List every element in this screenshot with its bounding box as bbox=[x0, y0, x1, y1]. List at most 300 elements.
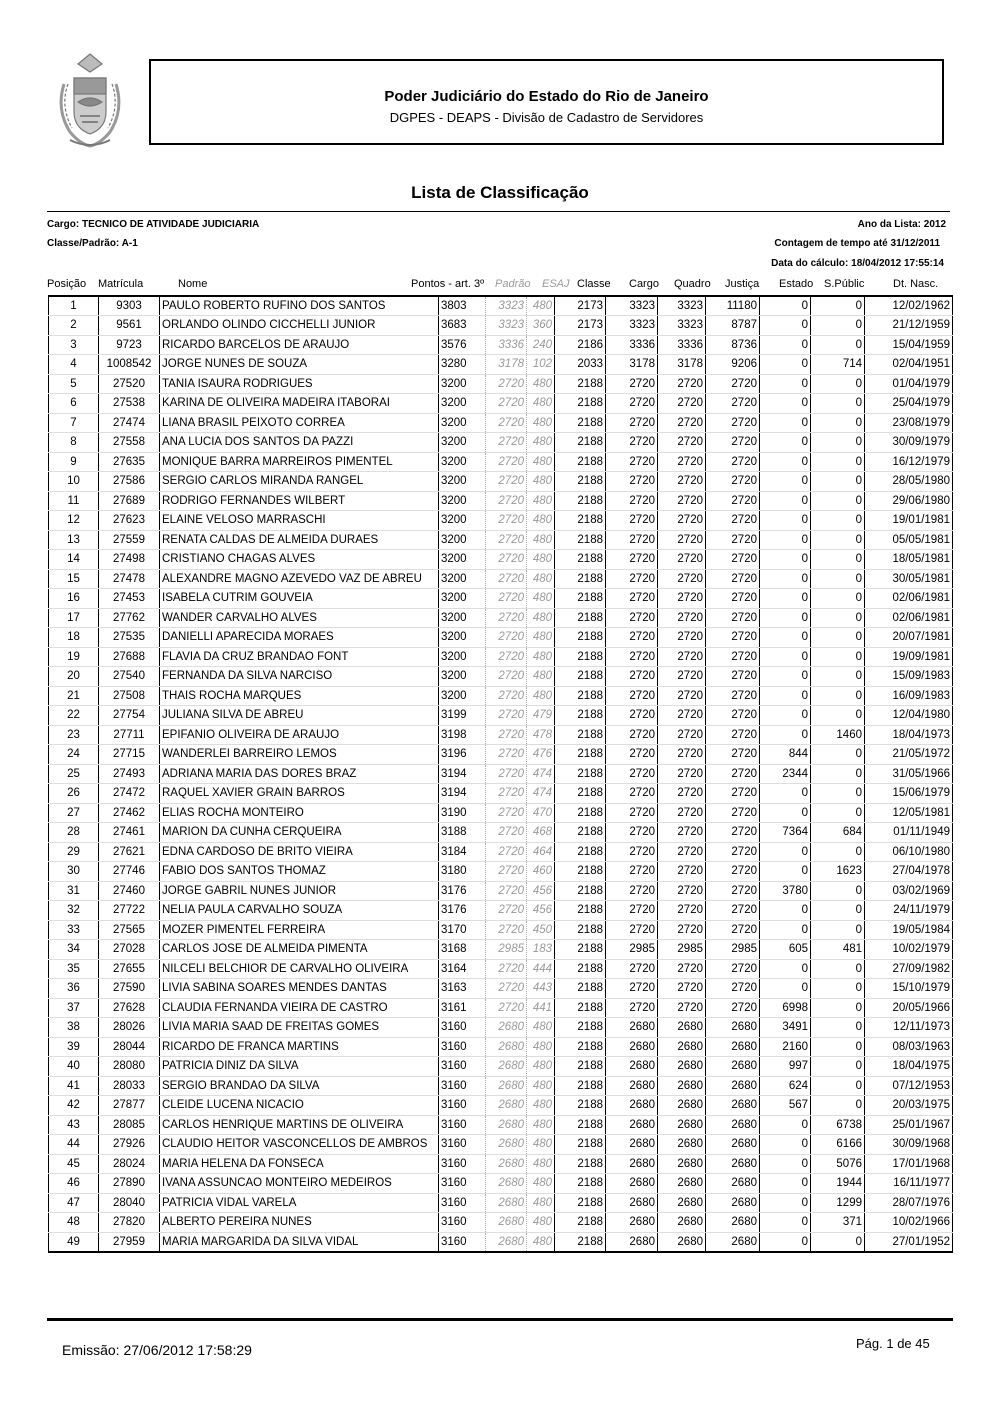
cell-spublic: 0 bbox=[811, 881, 865, 901]
cell-nome: CARLOS JOSE DE ALMEIDA PIMENTA bbox=[160, 940, 439, 960]
cell-posicao: 20 bbox=[49, 667, 99, 687]
cell-justica: 2720 bbox=[706, 394, 760, 414]
cell-pontos: 3576 bbox=[439, 335, 486, 355]
cell-esaj: 474 bbox=[527, 764, 555, 784]
cell-estado: 0 bbox=[760, 530, 811, 550]
cell-matricula: 27520 bbox=[99, 374, 160, 394]
cell-nome: RICARDO BARCELOS DE ARAUJO bbox=[160, 335, 439, 355]
cell-spublic: 0 bbox=[811, 706, 865, 726]
cell-estado: 997 bbox=[760, 1057, 811, 1077]
cell-posicao: 11 bbox=[49, 491, 99, 511]
cell-quadro: 2720 bbox=[658, 413, 706, 433]
cell-spublic: 0 bbox=[811, 1037, 865, 1057]
cell-dtnasc: 20/05/1966 bbox=[865, 998, 953, 1018]
table-row bbox=[49, 374, 953, 394]
cell-nome: IVANA ASSUNCAO MONTEIRO MEDEIROS bbox=[160, 1174, 439, 1194]
cell-matricula: 27535 bbox=[99, 628, 160, 648]
cell-pontos: 3200 bbox=[439, 628, 486, 648]
cell-pontos: 3199 bbox=[439, 706, 486, 726]
cell-nome: ELAINE VELOSO MARRASCHI bbox=[160, 511, 439, 531]
cell-esaj: 480 bbox=[527, 608, 555, 628]
cell-quadro: 2720 bbox=[658, 881, 706, 901]
cell-esaj: 480 bbox=[527, 1193, 555, 1213]
cell-justica: 2720 bbox=[706, 725, 760, 745]
cell-dtnasc: 19/01/1981 bbox=[865, 511, 953, 531]
col-classe: Classe bbox=[577, 278, 611, 290]
cell-estado: 0 bbox=[760, 589, 811, 609]
cell-spublic: 0 bbox=[811, 979, 865, 999]
cell-nome: ELIAS ROCHA MONTEIRO bbox=[160, 803, 439, 823]
table-row bbox=[49, 803, 953, 823]
cell-padrao: 2720 bbox=[486, 920, 527, 940]
col-posicao: Posição bbox=[47, 278, 87, 290]
cell-cargo: 2680 bbox=[606, 1154, 658, 1174]
cell-padrao: 2720 bbox=[486, 803, 527, 823]
table-row bbox=[49, 1115, 953, 1135]
cell-estado: 0 bbox=[760, 413, 811, 433]
footer-divider bbox=[47, 1318, 953, 1321]
cell-padrao: 2680 bbox=[486, 1018, 527, 1038]
cell-padrao: 2720 bbox=[486, 472, 527, 492]
cell-cargo: 2720 bbox=[606, 725, 658, 745]
table-row bbox=[49, 589, 953, 609]
cell-posicao: 9 bbox=[49, 452, 99, 472]
table-row bbox=[49, 667, 953, 687]
cell-quadro: 2680 bbox=[658, 1135, 706, 1155]
cell-classe: 2188 bbox=[555, 1076, 606, 1096]
cell-nome: LIANA BRASIL PEIXOTO CORREA bbox=[160, 413, 439, 433]
cell-esaj: 476 bbox=[527, 745, 555, 765]
cell-pontos: 3160 bbox=[439, 1193, 486, 1213]
cell-padrao: 2720 bbox=[486, 862, 527, 882]
table-row bbox=[49, 394, 953, 414]
cell-classe: 2188 bbox=[555, 550, 606, 570]
col-dtnasc: Dt. Nasc. bbox=[893, 278, 939, 290]
cell-spublic: 1460 bbox=[811, 725, 865, 745]
cell-matricula: 27746 bbox=[99, 862, 160, 882]
cell-matricula: 27655 bbox=[99, 959, 160, 979]
cell-classe: 2188 bbox=[555, 979, 606, 999]
cell-quadro: 2720 bbox=[658, 628, 706, 648]
cell-cargo: 2985 bbox=[606, 940, 658, 960]
cell-pontos: 3160 bbox=[439, 1037, 486, 1057]
cell-esaj: 478 bbox=[527, 725, 555, 745]
cell-cargo: 2680 bbox=[606, 1076, 658, 1096]
page-title: Lista de Classificação bbox=[411, 183, 589, 202]
cell-cargo: 2680 bbox=[606, 1232, 658, 1252]
cell-justica: 2985 bbox=[706, 940, 760, 960]
cell-dtnasc: 12/02/1962 bbox=[865, 296, 953, 316]
col-cargo: Cargo bbox=[629, 278, 659, 290]
page-number: Pág. 1 de 45 bbox=[856, 1336, 930, 1351]
cell-matricula: 27628 bbox=[99, 998, 160, 1018]
cell-dtnasc: 20/07/1981 bbox=[865, 628, 953, 648]
cell-matricula: 1008542 bbox=[99, 355, 160, 375]
cell-classe: 2188 bbox=[555, 901, 606, 921]
cell-posicao: 45 bbox=[49, 1154, 99, 1174]
cell-classe: 2188 bbox=[555, 413, 606, 433]
cell-esaj: 480 bbox=[527, 296, 555, 316]
cell-spublic: 0 bbox=[811, 998, 865, 1018]
cell-classe: 2188 bbox=[555, 784, 606, 804]
cell-quadro: 2720 bbox=[658, 979, 706, 999]
cell-spublic: 0 bbox=[811, 491, 865, 511]
cell-pontos: 3200 bbox=[439, 394, 486, 414]
cell-classe: 2188 bbox=[555, 394, 606, 414]
cell-nome: JORGE NUNES DE SOUZA bbox=[160, 355, 439, 375]
cell-quadro: 2720 bbox=[658, 452, 706, 472]
data-calculo-label: Data do cálculo: 18/04/2012 17:55:14 bbox=[771, 258, 944, 269]
table-row bbox=[49, 998, 953, 1018]
cell-posicao: 10 bbox=[49, 472, 99, 492]
cell-estado: 0 bbox=[760, 550, 811, 570]
table-row bbox=[49, 940, 953, 960]
cell-matricula: 27453 bbox=[99, 589, 160, 609]
cell-justica: 2680 bbox=[706, 1232, 760, 1252]
cell-matricula: 27558 bbox=[99, 433, 160, 453]
cell-justica: 2680 bbox=[706, 1076, 760, 1096]
cell-quadro: 2680 bbox=[658, 1057, 706, 1077]
cell-nome: NILCELI BELCHIOR DE CARVALHO OLIVEIRA bbox=[160, 959, 439, 979]
cell-posicao: 36 bbox=[49, 979, 99, 999]
table-row bbox=[49, 550, 953, 570]
cell-posicao: 1 bbox=[49, 296, 99, 316]
cell-estado: 0 bbox=[760, 686, 811, 706]
cell-dtnasc: 02/06/1981 bbox=[865, 589, 953, 609]
cell-cargo: 2720 bbox=[606, 764, 658, 784]
cell-padrao: 2720 bbox=[486, 686, 527, 706]
cell-padrao: 2680 bbox=[486, 1057, 527, 1077]
cell-dtnasc: 18/04/1975 bbox=[865, 1057, 953, 1077]
cell-quadro: 2680 bbox=[658, 1096, 706, 1116]
cell-spublic: 0 bbox=[811, 511, 865, 531]
cell-dtnasc: 15/06/1979 bbox=[865, 784, 953, 804]
cell-cargo: 2720 bbox=[606, 569, 658, 589]
cell-matricula: 28044 bbox=[99, 1037, 160, 1057]
cell-estado: 0 bbox=[760, 316, 811, 336]
cell-nome: KARINA DE OLIVEIRA MADEIRA ITABORAI bbox=[160, 394, 439, 414]
cell-padrao: 2720 bbox=[486, 452, 527, 472]
cell-spublic: 0 bbox=[811, 589, 865, 609]
table-row bbox=[49, 316, 953, 336]
cell-estado: 3491 bbox=[760, 1018, 811, 1038]
cell-spublic: 0 bbox=[811, 1096, 865, 1116]
cell-classe: 2188 bbox=[555, 1018, 606, 1038]
cell-quadro: 3323 bbox=[658, 296, 706, 316]
cell-cargo: 2680 bbox=[606, 1213, 658, 1233]
classification-table bbox=[48, 295, 953, 1253]
cell-estado: 0 bbox=[760, 433, 811, 453]
table-row bbox=[49, 647, 953, 667]
cell-esaj: 441 bbox=[527, 998, 555, 1018]
cell-classe: 2188 bbox=[555, 1057, 606, 1077]
cell-classe: 2188 bbox=[555, 959, 606, 979]
cell-pontos: 3200 bbox=[439, 374, 486, 394]
cell-esaj: 480 bbox=[527, 1154, 555, 1174]
table-row bbox=[49, 1232, 953, 1252]
cell-esaj: 444 bbox=[527, 959, 555, 979]
cell-padrao: 2720 bbox=[486, 647, 527, 667]
cell-justica: 2680 bbox=[706, 1154, 760, 1174]
cell-cargo: 2680 bbox=[606, 1018, 658, 1038]
cell-dtnasc: 27/01/1952 bbox=[865, 1232, 953, 1252]
cell-estado: 6998 bbox=[760, 998, 811, 1018]
cell-quadro: 2720 bbox=[658, 784, 706, 804]
cell-justica: 2720 bbox=[706, 803, 760, 823]
cell-classe: 2188 bbox=[555, 1037, 606, 1057]
cell-classe: 2188 bbox=[555, 628, 606, 648]
table-row bbox=[49, 1135, 953, 1155]
cell-matricula: 27926 bbox=[99, 1135, 160, 1155]
cell-estado: 0 bbox=[760, 1174, 811, 1194]
cell-dtnasc: 18/05/1981 bbox=[865, 550, 953, 570]
cell-esaj: 480 bbox=[527, 452, 555, 472]
cell-esaj: 480 bbox=[527, 472, 555, 492]
cell-quadro: 2720 bbox=[658, 550, 706, 570]
cell-classe: 2188 bbox=[555, 764, 606, 784]
cell-pontos: 3200 bbox=[439, 569, 486, 589]
cell-esaj: 480 bbox=[527, 511, 555, 531]
cell-classe: 2188 bbox=[555, 608, 606, 628]
cell-nome: ADRIANA MARIA DAS DORES BRAZ bbox=[160, 764, 439, 784]
cell-spublic: 0 bbox=[811, 803, 865, 823]
cell-esaj: 480 bbox=[527, 413, 555, 433]
cell-padrao: 2720 bbox=[486, 667, 527, 687]
cell-posicao: 7 bbox=[49, 413, 99, 433]
cell-spublic: 0 bbox=[811, 530, 865, 550]
cell-padrao: 2680 bbox=[486, 1213, 527, 1233]
cell-justica: 2720 bbox=[706, 686, 760, 706]
cell-dtnasc: 25/04/1979 bbox=[865, 394, 953, 414]
cell-cargo: 2720 bbox=[606, 998, 658, 1018]
cell-estado: 0 bbox=[760, 647, 811, 667]
table-row bbox=[49, 628, 953, 648]
cell-estado: 0 bbox=[760, 803, 811, 823]
cell-quadro: 2720 bbox=[658, 725, 706, 745]
cell-classe: 2188 bbox=[555, 1232, 606, 1252]
cell-spublic: 0 bbox=[811, 628, 865, 648]
cell-cargo: 2680 bbox=[606, 1193, 658, 1213]
cell-dtnasc: 21/12/1959 bbox=[865, 316, 953, 336]
cell-posicao: 4 bbox=[49, 355, 99, 375]
cell-nome: THAIS ROCHA MARQUES bbox=[160, 686, 439, 706]
cell-padrao: 2720 bbox=[486, 784, 527, 804]
cell-dtnasc: 29/06/1980 bbox=[865, 491, 953, 511]
cell-justica: 2680 bbox=[706, 1037, 760, 1057]
cell-estado: 0 bbox=[760, 511, 811, 531]
cell-dtnasc: 06/10/1980 bbox=[865, 842, 953, 862]
table-row bbox=[49, 472, 953, 492]
cell-posicao: 25 bbox=[49, 764, 99, 784]
cell-spublic: 0 bbox=[811, 1018, 865, 1038]
cell-estado: 0 bbox=[760, 706, 811, 726]
cell-quadro: 2985 bbox=[658, 940, 706, 960]
cell-spublic: 371 bbox=[811, 1213, 865, 1233]
table-row bbox=[49, 608, 953, 628]
cell-posicao: 12 bbox=[49, 511, 99, 531]
cell-matricula: 27498 bbox=[99, 550, 160, 570]
cell-nome: FLAVIA DA CRUZ BRANDAO FONT bbox=[160, 647, 439, 667]
table-row bbox=[49, 959, 953, 979]
cell-matricula: 27478 bbox=[99, 569, 160, 589]
cell-spublic: 0 bbox=[811, 335, 865, 355]
cell-padrao: 2680 bbox=[486, 1037, 527, 1057]
table-row bbox=[49, 881, 953, 901]
cell-esaj: 360 bbox=[527, 316, 555, 336]
cell-matricula: 27472 bbox=[99, 784, 160, 804]
cell-pontos: 3200 bbox=[439, 413, 486, 433]
cell-spublic: 481 bbox=[811, 940, 865, 960]
cell-padrao: 2720 bbox=[486, 725, 527, 745]
cell-posicao: 46 bbox=[49, 1174, 99, 1194]
cell-matricula: 27623 bbox=[99, 511, 160, 531]
cell-classe: 2188 bbox=[555, 491, 606, 511]
cell-matricula: 9723 bbox=[99, 335, 160, 355]
cell-matricula: 27586 bbox=[99, 472, 160, 492]
cell-posicao: 35 bbox=[49, 959, 99, 979]
cell-classe: 2188 bbox=[555, 998, 606, 1018]
cell-padrao: 2720 bbox=[486, 491, 527, 511]
cell-esaj: 480 bbox=[527, 1213, 555, 1233]
cell-nome: CLAUDIO HEITOR VASCONCELLOS DE AMBROS bbox=[160, 1135, 439, 1155]
cell-esaj: 479 bbox=[527, 706, 555, 726]
cell-padrao: 3323 bbox=[486, 296, 527, 316]
cell-spublic: 0 bbox=[811, 1057, 865, 1077]
cell-classe: 2188 bbox=[555, 842, 606, 862]
cell-quadro: 2720 bbox=[658, 803, 706, 823]
cell-matricula: 28085 bbox=[99, 1115, 160, 1135]
cell-spublic: 0 bbox=[811, 647, 865, 667]
table-row bbox=[49, 1096, 953, 1116]
cell-justica: 2720 bbox=[706, 862, 760, 882]
cell-quadro: 2720 bbox=[658, 686, 706, 706]
cell-matricula: 27590 bbox=[99, 979, 160, 999]
cell-quadro: 2720 bbox=[658, 608, 706, 628]
cell-posicao: 38 bbox=[49, 1018, 99, 1038]
cell-classe: 2173 bbox=[555, 296, 606, 316]
cell-esaj: 480 bbox=[527, 1174, 555, 1194]
table-row bbox=[49, 1057, 953, 1077]
col-spublic: S.Públic bbox=[824, 278, 865, 290]
cell-cargo: 2720 bbox=[606, 706, 658, 726]
cell-pontos: 3198 bbox=[439, 725, 486, 745]
cell-pontos: 3170 bbox=[439, 920, 486, 940]
cell-justica: 2720 bbox=[706, 530, 760, 550]
cell-cargo: 2720 bbox=[606, 589, 658, 609]
cell-justica: 2720 bbox=[706, 784, 760, 804]
cell-nome: DANIELLI APARECIDA MORAES bbox=[160, 628, 439, 648]
cell-posicao: 44 bbox=[49, 1135, 99, 1155]
cell-posicao: 29 bbox=[49, 842, 99, 862]
cell-padrao: 2720 bbox=[486, 979, 527, 999]
cell-matricula: 27474 bbox=[99, 413, 160, 433]
col-estado: Estado bbox=[779, 278, 814, 290]
cell-justica: 2720 bbox=[706, 628, 760, 648]
cell-estado: 0 bbox=[760, 1154, 811, 1174]
cell-quadro: 2720 bbox=[658, 569, 706, 589]
cell-matricula: 27890 bbox=[99, 1174, 160, 1194]
cell-justica: 2720 bbox=[706, 667, 760, 687]
cell-matricula: 27711 bbox=[99, 725, 160, 745]
cell-pontos: 3200 bbox=[439, 491, 486, 511]
cell-pontos: 3200 bbox=[439, 452, 486, 472]
cell-justica: 2720 bbox=[706, 433, 760, 453]
cell-quadro: 2680 bbox=[658, 1174, 706, 1194]
cell-nome: RENATA CALDAS DE ALMEIDA DURAES bbox=[160, 530, 439, 550]
cell-nome: FERNANDA DA SILVA NARCISO bbox=[160, 667, 439, 687]
cell-matricula: 27762 bbox=[99, 608, 160, 628]
cell-posicao: 26 bbox=[49, 784, 99, 804]
cell-dtnasc: 03/02/1969 bbox=[865, 881, 953, 901]
cell-estado: 0 bbox=[760, 1193, 811, 1213]
table-row bbox=[49, 1037, 953, 1057]
cell-justica: 2680 bbox=[706, 1018, 760, 1038]
cell-spublic: 0 bbox=[811, 550, 865, 570]
cell-dtnasc: 15/04/1959 bbox=[865, 335, 953, 355]
cell-posicao: 16 bbox=[49, 589, 99, 609]
cell-classe: 2188 bbox=[555, 1135, 606, 1155]
cell-pontos: 3190 bbox=[439, 803, 486, 823]
cell-nome: EDNA CARDOSO DE BRITO VIEIRA bbox=[160, 842, 439, 862]
cell-spublic: 6738 bbox=[811, 1115, 865, 1135]
cell-pontos: 3176 bbox=[439, 881, 486, 901]
cell-quadro: 2720 bbox=[658, 998, 706, 1018]
cell-esaj: 480 bbox=[527, 550, 555, 570]
cell-matricula: 27028 bbox=[99, 940, 160, 960]
cell-quadro: 2720 bbox=[658, 530, 706, 550]
cell-dtnasc: 07/12/1953 bbox=[865, 1076, 953, 1096]
table-row bbox=[49, 413, 953, 433]
cell-nome: TANIA ISAURA RODRIGUES bbox=[160, 374, 439, 394]
cell-cargo: 2720 bbox=[606, 784, 658, 804]
cell-estado: 0 bbox=[760, 608, 811, 628]
cell-spublic: 684 bbox=[811, 823, 865, 843]
cell-estado: 0 bbox=[760, 296, 811, 316]
header-box bbox=[149, 59, 944, 145]
cell-justica: 2680 bbox=[706, 1096, 760, 1116]
table-row bbox=[49, 706, 953, 726]
cell-pontos: 3160 bbox=[439, 1018, 486, 1038]
cell-posicao: 47 bbox=[49, 1193, 99, 1213]
cell-quadro: 2680 bbox=[658, 1193, 706, 1213]
cell-esaj: 460 bbox=[527, 862, 555, 882]
cell-spublic: 0 bbox=[811, 394, 865, 414]
cell-pontos: 3200 bbox=[439, 667, 486, 687]
cell-spublic: 1299 bbox=[811, 1193, 865, 1213]
cell-cargo: 2680 bbox=[606, 1174, 658, 1194]
cell-posicao: 15 bbox=[49, 569, 99, 589]
cell-estado: 624 bbox=[760, 1076, 811, 1096]
cell-cargo: 2680 bbox=[606, 1096, 658, 1116]
cell-quadro: 2680 bbox=[658, 1213, 706, 1233]
cell-spublic: 0 bbox=[811, 374, 865, 394]
cell-esaj: 480 bbox=[527, 569, 555, 589]
cell-justica: 2680 bbox=[706, 1213, 760, 1233]
cell-matricula: 27635 bbox=[99, 452, 160, 472]
cell-cargo: 2720 bbox=[606, 472, 658, 492]
cell-esaj: 183 bbox=[527, 940, 555, 960]
cell-matricula: 28026 bbox=[99, 1018, 160, 1038]
cell-nome: ALBERTO PEREIRA NUNES bbox=[160, 1213, 439, 1233]
cell-estado: 0 bbox=[760, 1232, 811, 1252]
cell-justica: 2720 bbox=[706, 550, 760, 570]
cell-classe: 2188 bbox=[555, 569, 606, 589]
cell-esaj: 480 bbox=[527, 667, 555, 687]
cell-padrao: 2720 bbox=[486, 706, 527, 726]
cell-esaj: 480 bbox=[527, 1018, 555, 1038]
cell-quadro: 2680 bbox=[658, 1154, 706, 1174]
col-justica: Justiça bbox=[725, 278, 760, 290]
